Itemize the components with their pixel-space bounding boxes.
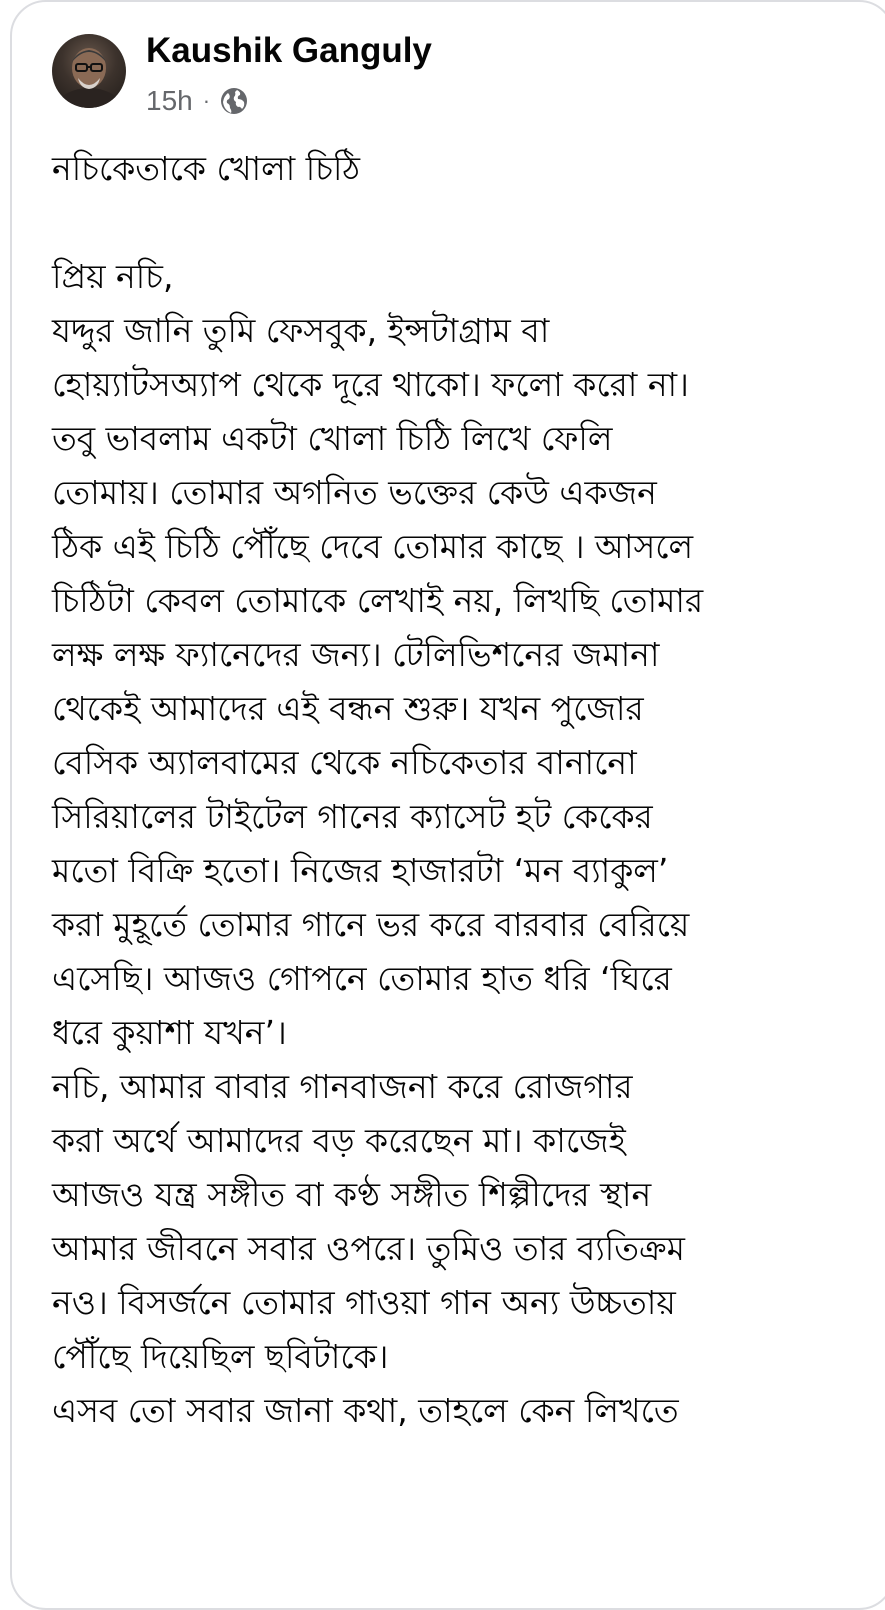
post-text-line: ধরে কুয়াশা যখন’। (52, 1013, 287, 1052)
post-text-line: করা অর্থে আমাদের বড় করেছেন মা। কাজেই (52, 1121, 626, 1160)
post-text-line: আমার জীবনে সবার ওপরে। তুমিও তার ব্যতিক্রম (52, 1229, 685, 1268)
post-header (52, 30, 852, 120)
post-text-line: নচি, আমার বাবার গানবাজনা করে রোজগার (52, 1067, 633, 1106)
post-text-line: আজও যন্ত্র সঙ্গীত বা কণ্ঠ সঙ্গীত শিল্পীদের স্থান (52, 1175, 652, 1214)
post-text-line: প্রিয় নচি, (52, 257, 174, 296)
post-text-line: থেকেই আমাদের এই বন্ধন শুরু। যখন পুজোর (52, 689, 644, 728)
post-meta (146, 84, 248, 118)
globe-icon[interactable] (220, 87, 248, 115)
post-text-line: এসব তো সবার জানা কথা, তাহলে কেন লিখতে (52, 1391, 679, 1430)
post-text-line: হোয়্যাটসঅ্যাপ থেকে দূরে থাকো। ফলো করো না। (52, 365, 689, 404)
post-text-line: ঠিক এই চিঠি পৌঁছে দেবে তোমার কাছে । আসলে (52, 527, 694, 566)
post-text-line: মতো বিক্রি হতো। নিজের হাজারটা ‘মন ব্যাকুল’ (52, 851, 669, 890)
post-text-line: লক্ষ লক্ষ ফ্যানেদের জন্য। টেলিভিশনের জমানা (52, 635, 660, 674)
post-title-line: নচিকেতাকে খোলা চিঠি (52, 149, 361, 188)
meta-separator: · (202, 88, 211, 113)
post-text-line: বেসিক অ্যালবামের থেকে নচিকেতার বানানো (52, 743, 637, 782)
post-text-line: এসেছি। আজও গোপনে তোমার হাত ধরি ‘ঘিরে (52, 959, 672, 998)
post-text-line: চিঠিটা কেবল তোমাকে লেখাই নয়, লিখছি তোমার (52, 581, 704, 620)
post-text-line: তবু ভাবলাম একটা খোলা চিঠি লিখে ফেলি (52, 419, 613, 458)
post-text-line: যদ্দুর জানি তুমি ফেসবুক, ইন্সটাগ্রাম বা (52, 311, 550, 350)
post-text-line: সিরিয়ালের টাইটেল গানের ক্যাসেট হট কেকের (52, 797, 653, 836)
post-text-line: নও। বিসর্জনে তোমার গাওয়া গান অন্য উচ্চতায় (52, 1283, 676, 1322)
post-text (52, 142, 862, 1438)
post-blank-line (52, 196, 862, 250)
post-text-line: পৌঁছে দিয়েছিল ছবিটাকে। (52, 1337, 389, 1376)
avatar-portrait-icon (52, 34, 126, 108)
post-text-line: তোমায়। তোমার অগনিত ভক্তের কেউ একজন (52, 473, 657, 512)
author-name[interactable]: Kaushik Ganguly (146, 31, 432, 70)
author-avatar[interactable] (52, 34, 126, 108)
post-timestamp[interactable]: 15h (146, 85, 193, 116)
post-card (10, 0, 885, 1610)
post-text-line: করা মুহূর্তে তোমার গানে ভর করে বারবার বেরিয়ে (52, 905, 690, 944)
